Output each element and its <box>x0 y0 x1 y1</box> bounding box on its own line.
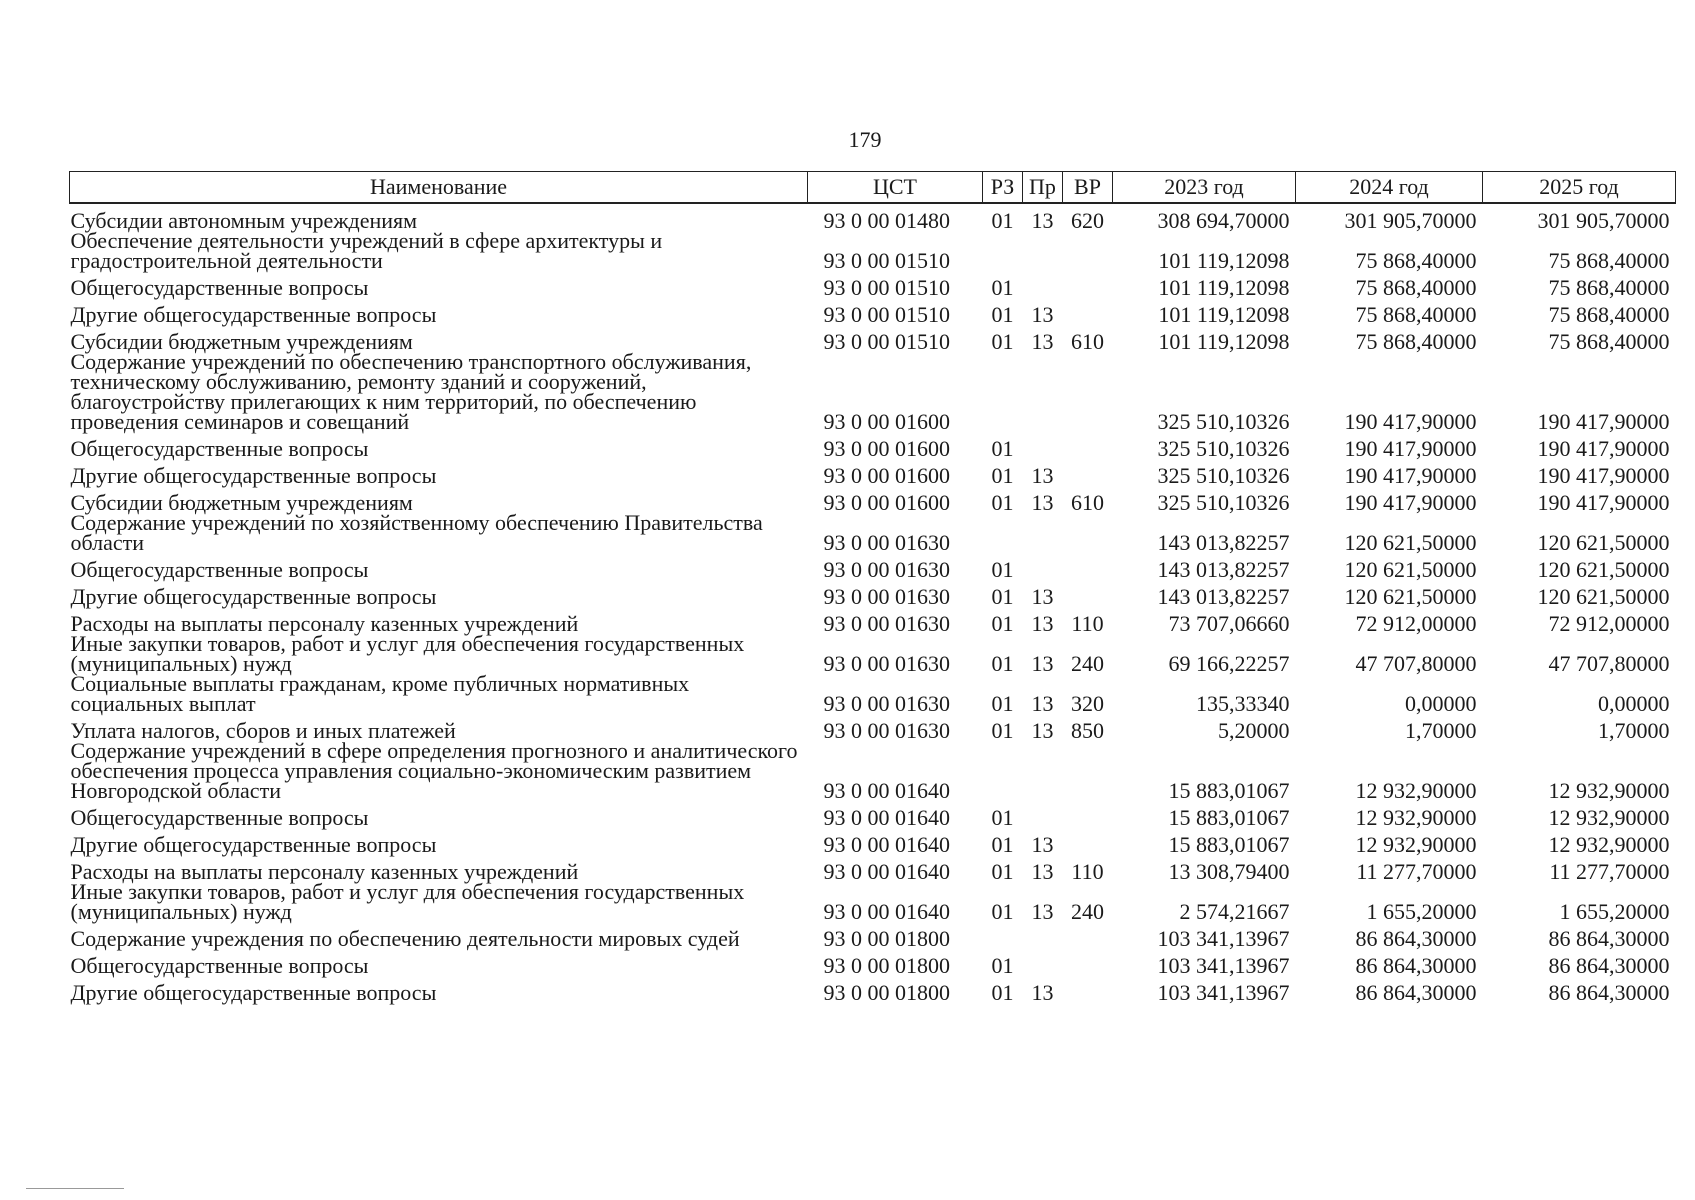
header-2023: 2023 год <box>1113 172 1296 204</box>
cell-vr: 110 <box>1071 859 1104 884</box>
cell-y2023: 143 013,82257 <box>1157 530 1290 555</box>
cell-name: Содержание учреждений по обеспечению транспортного обслуживания, техническому обслуживанию, ремонту зданий и сооружений, благоустройству прилегающих к ним территорий, по обеспечению проведения семинаров и совещаний <box>70 349 752 434</box>
cell-y2025: 190 417,90000 <box>1537 409 1670 434</box>
cell-y2025: 120 621,50000 <box>1537 584 1670 609</box>
cell-y2024: 190 417,90000 <box>1344 490 1477 515</box>
table-row <box>70 674 1676 714</box>
cell-y2024: 1,70000 <box>1405 718 1477 743</box>
cell-name: Субсидии бюджетным учреждениям <box>70 490 413 515</box>
cell-vr: 240 <box>1071 651 1104 676</box>
cell-y2024: 86 864,30000 <box>1355 980 1477 1005</box>
table-row <box>70 231 1676 271</box>
budget-table <box>69 171 1676 1003</box>
cell-cst: 93 0 00 01510 <box>823 248 950 273</box>
cell-name: Другие общегосударственные вопросы <box>70 302 437 327</box>
cell-y2023: 73 707,06660 <box>1168 611 1290 636</box>
cell-pr: 13 <box>1031 611 1054 636</box>
cell-cst: 93 0 00 01600 <box>823 463 950 488</box>
cell-name: Расходы на выплаты персоналу казенных учреждений <box>70 859 579 884</box>
cell-cst: 93 0 00 01600 <box>823 409 950 434</box>
table-row <box>70 580 1676 607</box>
cell-name: Другие общегосударственные вопросы <box>70 980 437 1005</box>
cell-cst: 93 0 00 01630 <box>823 611 950 636</box>
cell-y2023: 2 574,21667 <box>1179 899 1290 924</box>
cell-y2024: 75 868,40000 <box>1355 248 1477 273</box>
cell-y2025: 12 932,90000 <box>1548 832 1670 857</box>
cell-y2023: 101 119,12098 <box>1158 302 1290 327</box>
cell-vr <box>1063 231 1113 271</box>
cell-cst: 93 0 00 01800 <box>823 926 950 951</box>
cell-y2024: 72 912,00000 <box>1355 611 1477 636</box>
cell-pr: 13 <box>1031 584 1054 609</box>
cell-pr: 13 <box>1031 329 1054 354</box>
cell-vr: 850 <box>1071 718 1104 743</box>
cell-vr <box>1063 459 1113 486</box>
cell-y2025: 190 417,90000 <box>1537 436 1670 461</box>
table-row <box>70 513 1676 553</box>
table-row <box>70 855 1676 882</box>
cell-vr <box>1063 976 1113 1003</box>
cell-y2023: 325 510,10326 <box>1157 463 1290 488</box>
cell-y2024: 1 655,20000 <box>1366 899 1477 924</box>
cell-rz <box>983 513 1023 553</box>
scan-artifact-line <box>26 1188 124 1189</box>
cell-y2024: 190 417,90000 <box>1344 436 1477 461</box>
cell-vr <box>1063 432 1113 459</box>
cell-y2023: 101 119,12098 <box>1158 329 1290 354</box>
cell-y2025: 1,70000 <box>1598 718 1670 743</box>
table-body <box>70 203 1676 1003</box>
cell-rz: 01 <box>991 611 1014 636</box>
cell-cst: 93 0 00 01630 <box>823 557 950 582</box>
cell-vr <box>1063 352 1113 432</box>
cell-pr: 13 <box>1031 490 1054 515</box>
cell-y2023: 103 341,13967 <box>1157 980 1290 1005</box>
cell-y2024: 190 417,90000 <box>1344 409 1477 434</box>
table-row <box>70 432 1676 459</box>
cell-y2023: 15 883,01067 <box>1168 805 1290 830</box>
cell-rz: 01 <box>991 329 1014 354</box>
cell-y2024: 12 932,90000 <box>1355 805 1477 830</box>
cell-y2023: 103 341,13967 <box>1157 953 1290 978</box>
cell-rz: 01 <box>991 832 1014 857</box>
cell-rz: 01 <box>991 980 1014 1005</box>
cell-rz: 01 <box>991 953 1014 978</box>
cell-y2024: 75 868,40000 <box>1355 275 1477 300</box>
cell-y2023: 325 510,10326 <box>1157 490 1290 515</box>
table-row <box>70 634 1676 674</box>
cell-cst: 93 0 00 01640 <box>823 778 950 803</box>
cell-pr <box>1023 513 1063 553</box>
cell-name: Другие общегосударственные вопросы <box>70 832 437 857</box>
cell-cst: 93 0 00 01630 <box>823 651 950 676</box>
cell-vr <box>1063 580 1113 607</box>
cell-y2024: 0,00000 <box>1405 691 1477 716</box>
cell-vr: 610 <box>1071 329 1104 354</box>
table-row <box>70 741 1676 801</box>
cell-cst: 93 0 00 01640 <box>823 859 950 884</box>
cell-y2023: 15 883,01067 <box>1168 832 1290 857</box>
cell-y2024: 120 621,50000 <box>1344 530 1477 555</box>
cell-cst: 93 0 00 01800 <box>823 980 950 1005</box>
cell-cst: 93 0 00 01800 <box>823 953 950 978</box>
table-row <box>70 949 1676 976</box>
cell-y2025: 47 707,80000 <box>1548 651 1670 676</box>
cell-y2024: 120 621,50000 <box>1344 557 1477 582</box>
cell-y2024: 120 621,50000 <box>1344 584 1477 609</box>
cell-cst: 93 0 00 01630 <box>823 584 950 609</box>
cell-name: Уплата налогов, сборов и иных платежей <box>70 718 456 743</box>
cell-name: Субсидии автономным учреждениям <box>70 208 418 233</box>
cell-rz: 01 <box>991 584 1014 609</box>
cell-pr: 13 <box>1031 651 1054 676</box>
cell-rz: 01 <box>991 557 1014 582</box>
cell-y2024: 12 932,90000 <box>1355 778 1477 803</box>
cell-cst: 93 0 00 01630 <box>823 718 950 743</box>
cell-rz: 01 <box>991 463 1014 488</box>
cell-cst: 93 0 00 01480 <box>823 208 950 233</box>
cell-vr <box>1063 741 1113 801</box>
cell-y2023: 101 119,12098 <box>1158 275 1290 300</box>
cell-vr: 110 <box>1071 611 1104 636</box>
cell-y2025: 75 868,40000 <box>1548 275 1670 300</box>
cell-y2024: 47 707,80000 <box>1355 651 1477 676</box>
cell-vr: 320 <box>1071 691 1104 716</box>
cell-vr <box>1063 553 1113 580</box>
cell-rz: 01 <box>991 899 1014 924</box>
cell-y2023: 69 166,22257 <box>1168 651 1290 676</box>
cell-cst: 93 0 00 01600 <box>823 490 950 515</box>
cell-y2023: 143 013,82257 <box>1157 584 1290 609</box>
cell-y2024: 190 417,90000 <box>1344 463 1477 488</box>
cell-y2023: 325 510,10326 <box>1157 409 1290 434</box>
cell-rz <box>983 352 1023 432</box>
cell-y2023: 143 013,82257 <box>1157 557 1290 582</box>
cell-y2023: 13 308,79400 <box>1168 859 1290 884</box>
cell-rz <box>983 231 1023 271</box>
table-row <box>70 882 1676 922</box>
cell-rz <box>983 922 1023 949</box>
cell-pr: 13 <box>1031 208 1054 233</box>
cell-y2023: 15 883,01067 <box>1168 778 1290 803</box>
table-row <box>70 203 1676 231</box>
cell-y2025: 11 277,70000 <box>1549 859 1670 884</box>
cell-pr <box>1023 922 1063 949</box>
cell-y2024: 12 932,90000 <box>1355 832 1477 857</box>
cell-vr: 620 <box>1071 208 1104 233</box>
cell-name: Другие общегосударственные вопросы <box>70 584 437 609</box>
cell-pr: 13 <box>1031 302 1054 327</box>
cell-rz: 01 <box>991 208 1014 233</box>
cell-y2023: 308 694,70000 <box>1157 208 1290 233</box>
cell-y2025: 72 912,00000 <box>1548 611 1670 636</box>
cell-y2023: 103 341,13967 <box>1157 926 1290 951</box>
cell-pr: 13 <box>1031 859 1054 884</box>
table-row <box>70 714 1676 741</box>
cell-y2023: 5,20000 <box>1218 718 1290 743</box>
cell-name: Обеспечение деятельности учреждений в сфере архитектуры и градостроительной деятельности <box>70 228 663 273</box>
cell-name: Субсидии бюджетным учреждениям <box>70 329 413 354</box>
cell-vr <box>1063 298 1113 325</box>
cell-rz: 01 <box>991 805 1014 830</box>
cell-rz: 01 <box>991 490 1014 515</box>
cell-rz: 01 <box>991 302 1014 327</box>
cell-name: Содержание учреждений в сфере определения прогнозного и аналитического обеспечения процесса управления социально-экономическим развитием Новгородской области <box>70 738 798 803</box>
cell-y2025: 86 864,30000 <box>1548 926 1670 951</box>
cell-y2025: 75 868,40000 <box>1548 329 1670 354</box>
header-2024: 2024 год <box>1296 172 1483 204</box>
table-row <box>70 325 1676 352</box>
cell-name: Содержание учреждения по обеспечению деятельности мировых судей <box>70 926 740 951</box>
cell-pr: 13 <box>1031 718 1054 743</box>
cell-y2025: 86 864,30000 <box>1548 980 1670 1005</box>
cell-rz: 01 <box>991 436 1014 461</box>
header-name: Наименование <box>70 172 808 204</box>
cell-y2025: 75 868,40000 <box>1548 302 1670 327</box>
cell-name: Содержание учреждений по хозяйственному обеспечению Правительства области <box>70 510 763 555</box>
cell-y2023: 101 119,12098 <box>1158 248 1290 273</box>
header-pr: Пр <box>1023 172 1063 204</box>
cell-cst: 93 0 00 01600 <box>823 436 950 461</box>
table-row <box>70 801 1676 828</box>
cell-vr <box>1063 922 1113 949</box>
cell-name: Социальные выплаты гражданам, кроме публичных нормативных социальных выплат <box>70 671 690 716</box>
header-cst: ЦСТ <box>808 172 983 204</box>
cell-y2023: 135,33340 <box>1196 691 1290 716</box>
cell-rz: 01 <box>991 859 1014 884</box>
cell-name: Общегосударственные вопросы <box>70 805 369 830</box>
cell-name: Общегосударственные вопросы <box>70 557 369 582</box>
cell-pr <box>1023 231 1063 271</box>
cell-pr <box>1023 949 1063 976</box>
cell-y2025: 190 417,90000 <box>1537 463 1670 488</box>
cell-y2024: 75 868,40000 <box>1355 329 1477 354</box>
cell-rz: 01 <box>991 691 1014 716</box>
header-vr: ВР <box>1063 172 1113 204</box>
cell-name: Другие общегосударственные вопросы <box>70 463 437 488</box>
header-2025: 2025 год <box>1483 172 1676 204</box>
cell-name: Общегосударственные вопросы <box>70 953 369 978</box>
cell-pr: 13 <box>1031 691 1054 716</box>
cell-vr: 240 <box>1071 899 1104 924</box>
cell-cst: 93 0 00 01640 <box>823 805 950 830</box>
cell-cst: 93 0 00 01630 <box>823 530 950 555</box>
table-row <box>70 352 1676 432</box>
cell-y2024: 75 868,40000 <box>1355 302 1477 327</box>
cell-y2024: 301 905,70000 <box>1344 208 1477 233</box>
cell-cst: 93 0 00 01640 <box>823 832 950 857</box>
cell-vr <box>1063 801 1113 828</box>
table-row <box>70 459 1676 486</box>
cell-vr <box>1063 513 1113 553</box>
cell-y2023: 325 510,10326 <box>1157 436 1290 461</box>
table-row <box>70 607 1676 634</box>
cell-vr <box>1063 949 1113 976</box>
table-row <box>70 298 1676 325</box>
table-row <box>70 271 1676 298</box>
cell-y2025: 120 621,50000 <box>1537 530 1670 555</box>
cell-rz <box>983 741 1023 801</box>
cell-pr: 13 <box>1031 980 1054 1005</box>
cell-vr: 610 <box>1071 490 1104 515</box>
cell-vr <box>1063 271 1113 298</box>
cell-y2025: 86 864,30000 <box>1548 953 1670 978</box>
cell-y2025: 1 655,20000 <box>1559 899 1670 924</box>
cell-y2024: 86 864,30000 <box>1355 926 1477 951</box>
cell-pr: 13 <box>1031 899 1054 924</box>
cell-pr <box>1023 432 1063 459</box>
cell-pr <box>1023 352 1063 432</box>
cell-y2025: 0,00000 <box>1598 691 1670 716</box>
cell-name: Общегосударственные вопросы <box>70 275 369 300</box>
table-row <box>70 922 1676 949</box>
table-row <box>70 828 1676 855</box>
cell-pr <box>1023 801 1063 828</box>
cell-rz: 01 <box>991 275 1014 300</box>
table-row <box>70 976 1676 1003</box>
cell-cst: 93 0 00 01510 <box>823 302 950 327</box>
cell-rz: 01 <box>991 718 1014 743</box>
cell-pr <box>1023 741 1063 801</box>
cell-name: Иные закупки товаров, работ и услуг для обеспечения государственных (муниципальных) нужд <box>70 631 745 676</box>
table-row <box>70 553 1676 580</box>
cell-y2025: 12 932,90000 <box>1548 805 1670 830</box>
cell-vr <box>1063 828 1113 855</box>
cell-name: Иные закупки товаров, работ и услуг для обеспечения государственных (муниципальных) нужд <box>70 879 745 924</box>
cell-cst: 93 0 00 01510 <box>823 275 950 300</box>
header-rz: РЗ <box>983 172 1023 204</box>
cell-y2024: 86 864,30000 <box>1355 953 1477 978</box>
cell-y2025: 120 621,50000 <box>1537 557 1670 582</box>
cell-pr <box>1023 271 1063 298</box>
page-number: 179 <box>848 127 882 152</box>
cell-y2025: 75 868,40000 <box>1548 248 1670 273</box>
cell-pr <box>1023 553 1063 580</box>
cell-cst: 93 0 00 01640 <box>823 899 950 924</box>
cell-pr: 13 <box>1031 832 1054 857</box>
table-row <box>70 486 1676 513</box>
cell-cst: 93 0 00 01630 <box>823 691 950 716</box>
cell-y2024: 11 277,70000 <box>1356 859 1477 884</box>
cell-y2025: 12 932,90000 <box>1548 778 1670 803</box>
cell-y2025: 301 905,70000 <box>1537 208 1670 233</box>
cell-rz: 01 <box>991 651 1014 676</box>
table-header <box>70 172 1676 204</box>
cell-name: Расходы на выплаты персоналу казенных учреждений <box>70 611 579 636</box>
cell-pr: 13 <box>1031 463 1054 488</box>
cell-name: Общегосударственные вопросы <box>70 436 369 461</box>
cell-y2025: 190 417,90000 <box>1537 490 1670 515</box>
cell-cst: 93 0 00 01510 <box>823 329 950 354</box>
